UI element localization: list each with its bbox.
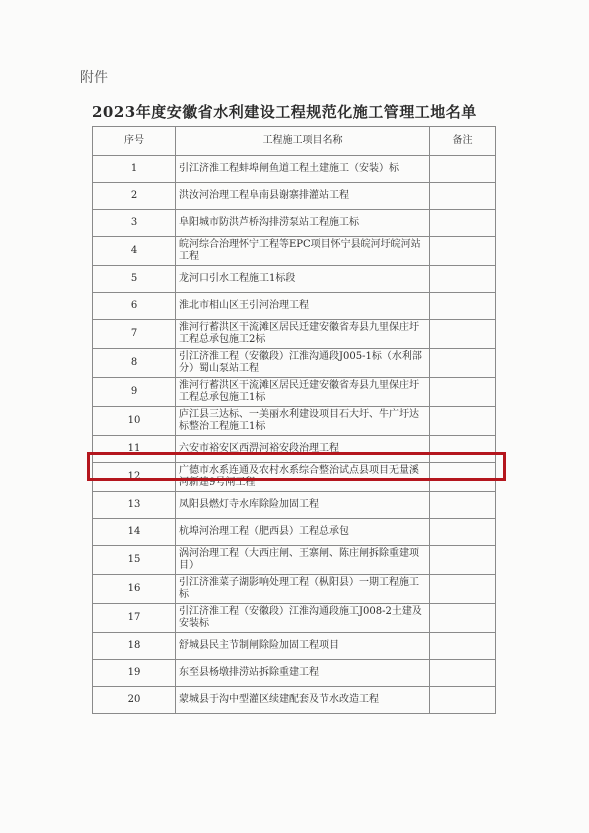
row-note — [430, 519, 496, 546]
row-name: 庐江县三达标、一美丽水利建设项目石大圩、牛广圩达标整治工程施工1标 — [176, 407, 430, 436]
row-note — [430, 237, 496, 266]
row-no: 15 — [93, 546, 176, 575]
row-note — [430, 660, 496, 687]
row-note — [430, 633, 496, 660]
row-note — [430, 293, 496, 320]
table-row — [93, 378, 496, 407]
row-no: 12 — [93, 463, 176, 492]
table-row — [93, 293, 496, 320]
row-no: 7 — [93, 320, 176, 349]
row-name: 阜阳城市防洪芦桥沟排涝泵站工程施工标 — [176, 210, 430, 237]
row-no: 17 — [93, 604, 176, 633]
row-note — [430, 492, 496, 519]
row-note — [430, 320, 496, 349]
row-no: 5 — [93, 266, 176, 293]
row-name: 涡河治理工程（大西庄闸、王寨闸、陈庄闸拆除重建项目） — [176, 546, 430, 575]
table-row — [93, 519, 496, 546]
table-row — [93, 687, 496, 714]
row-note — [430, 575, 496, 604]
row-name: 淮河行蓄洪区干流滩区居民迁建安徽省寿县九里保庄圩工程总承包施工2标 — [176, 320, 430, 349]
table-row — [93, 320, 496, 349]
row-note — [430, 378, 496, 407]
row-name: 东至县杨墩排涝站拆除重建工程 — [176, 660, 430, 687]
row-name: 凤阳县燃灯寺水库除险加固工程 — [176, 492, 430, 519]
row-name: 六安市裕安区西淠河裕安段治理工程 — [176, 436, 430, 463]
row-name: 龙河口引水工程施工1标段 — [176, 266, 430, 293]
row-no: 2 — [93, 183, 176, 210]
row-no: 20 — [93, 687, 176, 714]
row-name: 皖河综合治理怀宁工程等EPC项目怀宁县皖河圩皖河站工程 — [176, 237, 430, 266]
row-no: 4 — [93, 237, 176, 266]
row-name: 引江济淮菜子湖影响处理工程（枞阳县）一期工程施工标 — [176, 575, 430, 604]
row-note — [430, 349, 496, 378]
header-no: 序号 — [93, 127, 176, 156]
table-row — [93, 492, 496, 519]
row-no: 13 — [93, 492, 176, 519]
row-no: 9 — [93, 378, 176, 407]
row-name: 引江济淮工程（安徽段）江淮沟通段施工J008-2土建及安装标 — [176, 604, 430, 633]
row-name: 引江济淮工程（安徽段）江淮沟通段J005-1标（水利部分）蜀山泵站工程 — [176, 349, 430, 378]
table-row — [93, 183, 496, 210]
row-note — [430, 266, 496, 293]
row-name: 淮河行蓄洪区干流滩区居民迁建安徽省寿县九里保庄圩工程总承包施工1标 — [176, 378, 430, 407]
row-no: 11 — [93, 436, 176, 463]
row-no: 6 — [93, 293, 176, 320]
row-no: 10 — [93, 407, 176, 436]
project-table — [92, 126, 496, 714]
highlight-box — [87, 452, 506, 481]
row-no: 16 — [93, 575, 176, 604]
row-name: 广德市水系连通及农村水系综合整治试点县项目无量溪河新建9号闸工程 — [176, 463, 430, 492]
table-header-row — [93, 127, 496, 156]
row-note — [430, 210, 496, 237]
table-row — [93, 633, 496, 660]
header-note: 备注 — [430, 127, 496, 156]
table-row — [93, 575, 496, 604]
row-no: 18 — [93, 633, 176, 660]
row-note — [430, 687, 496, 714]
row-no: 8 — [93, 349, 176, 378]
table-row — [93, 349, 496, 378]
table-row — [93, 156, 496, 183]
row-no: 14 — [93, 519, 176, 546]
attachment-label: 附件 — [80, 70, 108, 86]
row-name: 杭埠河治理工程（肥西县）工程总承包 — [176, 519, 430, 546]
document-title: 2023年度安徽省水利建设工程规范化施工管理工地名单 — [92, 103, 477, 121]
table-row — [93, 210, 496, 237]
row-name: 洪汝河治理工程阜南县谢寨排灌站工程 — [176, 183, 430, 210]
row-note — [430, 183, 496, 210]
row-no: 3 — [93, 210, 176, 237]
row-name: 蒙城县于沟中型灌区续建配套及节水改造工程 — [176, 687, 430, 714]
table-row — [93, 237, 496, 266]
header-name: 工程施工项目名称 — [176, 127, 430, 156]
row-name: 淮北市相山区王引河治理工程 — [176, 293, 430, 320]
row-no: 19 — [93, 660, 176, 687]
row-note — [430, 604, 496, 633]
row-note — [430, 546, 496, 575]
table-row — [93, 660, 496, 687]
row-note — [430, 156, 496, 183]
table-row — [93, 407, 496, 436]
row-no: 1 — [93, 156, 176, 183]
row-name: 舒城县民主节制闸除险加固工程项目 — [176, 633, 430, 660]
table-row — [93, 266, 496, 293]
row-note — [430, 407, 496, 436]
table-row — [93, 604, 496, 633]
table-row — [93, 546, 496, 575]
row-name: 引江济淮工程蚌埠闸鱼道工程土建施工（安装）标 — [176, 156, 430, 183]
